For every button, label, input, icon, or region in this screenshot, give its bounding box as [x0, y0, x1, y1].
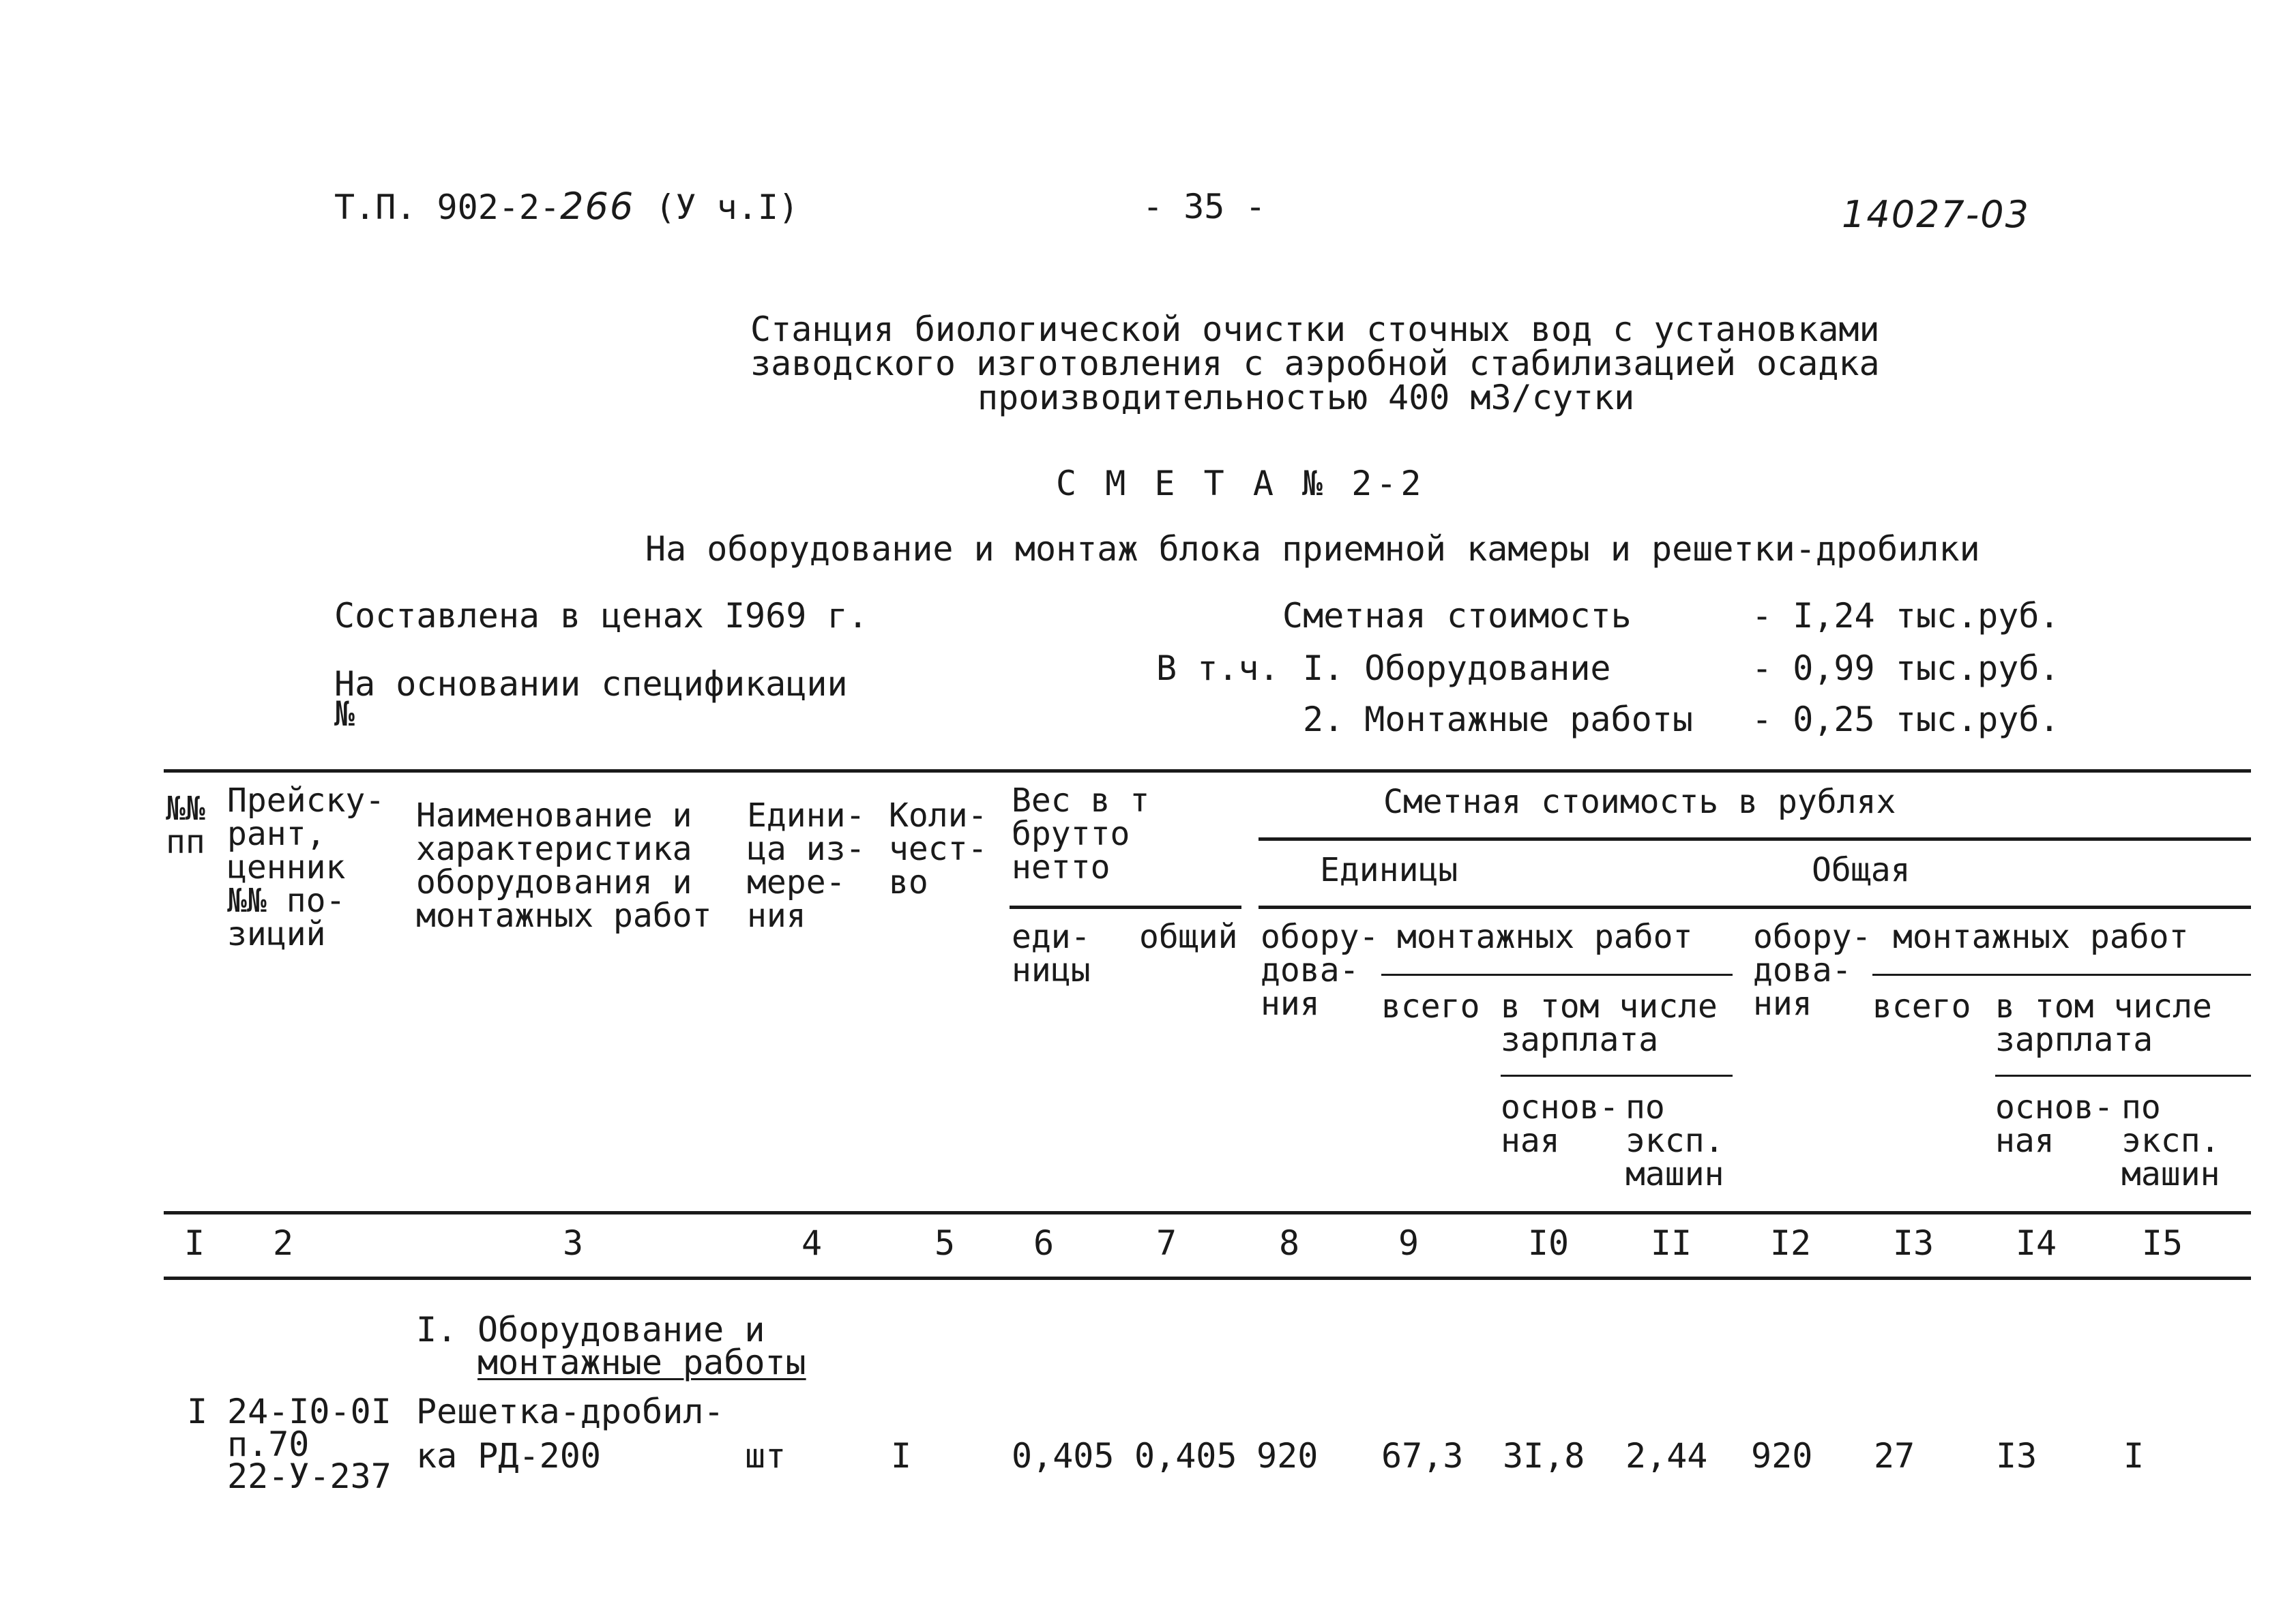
header-total-all: всего	[1872, 987, 1971, 1026]
row-weight-total: 0,405	[1134, 1436, 1237, 1476]
column-number: 2	[272, 1223, 294, 1263]
section-number: I.	[416, 1310, 458, 1350]
header-total-installation: монтажных работ	[1893, 918, 2189, 956]
cost-group-rule	[1259, 837, 2251, 841]
row-price-code-1: 24-I0-0I	[227, 1392, 392, 1431]
document-reference	[334, 185, 799, 228]
row-quantity: I	[891, 1436, 912, 1476]
section-title-line-1: Оборудование и	[477, 1310, 765, 1350]
row-total-basic: I3	[1996, 1436, 2037, 1476]
column-number: 4	[801, 1223, 823, 1263]
table-top-rule	[164, 769, 2251, 773]
column-number: 6	[1033, 1223, 1055, 1263]
header-weight: Вес в т брутто нетто	[1012, 781, 1150, 886]
column-number: I3	[1892, 1223, 1934, 1263]
row-unit-equipment: 920	[1256, 1436, 1319, 1476]
header-total-equipment: обору- дова- ния	[1753, 918, 1872, 1023]
column-number: II	[1650, 1223, 1692, 1263]
prices-year: Составлена в ценах I969 г.	[334, 596, 868, 636]
header-price-list: Прейску- рант, ценник №№ по- зиций	[227, 781, 385, 953]
row-weight-unit: 0,405	[1012, 1436, 1115, 1476]
title-line-1: Станция биологической очистки сточных вод с установками	[750, 310, 1880, 349]
cost-value: - I,24 тыс.руб.	[1752, 596, 2060, 636]
section-title-line-2: монтажные работы	[477, 1343, 806, 1382]
unit-install-rule	[1381, 974, 1733, 976]
installation-label: 2. Монтажные работы	[1303, 700, 1693, 739]
doc-ref-tail: (У ч.I)	[655, 188, 799, 227]
column-number: I5	[2141, 1223, 2183, 1263]
equipment-label: I. Оборудование	[1303, 649, 1611, 688]
column-number: 8	[1278, 1223, 1300, 1263]
row-name-2: ка РД-200	[416, 1436, 601, 1476]
header-total-machines: по эксп. машин	[2121, 1088, 2220, 1193]
doc-ref-text: Т.П. 902-2-	[334, 188, 561, 227]
header-row-number: №№ пп	[166, 790, 205, 861]
page-number: - 35 -	[1143, 187, 1266, 226]
weight-group-rule	[1010, 906, 1241, 909]
header-total: Общая	[1812, 851, 1911, 889]
doc-ref-handwritten: 266	[560, 185, 635, 228]
header-unit-machines: по эксп. машин	[1625, 1088, 1724, 1193]
header-unit: Едини- ца из- мере- ния	[747, 796, 866, 935]
row-unit: шт	[745, 1436, 786, 1476]
header-estimated-cost: Сметная стоимость в рублях	[1383, 783, 1896, 821]
column-number: I2	[1769, 1223, 1812, 1263]
archive-number: 14027-03	[1842, 193, 2030, 236]
row-price-code-2: п.70	[227, 1425, 310, 1464]
column-number: 7	[1156, 1223, 1177, 1263]
row-name-1: Решетка-дробил-	[416, 1392, 724, 1431]
unit-total-rule	[1259, 906, 2251, 909]
column-number: 9	[1398, 1223, 1419, 1263]
cost-label: Сметная стоимость	[1282, 596, 1632, 636]
column-number: 3	[562, 1223, 584, 1263]
header-unit-basic: основ- ная	[1501, 1088, 1619, 1160]
column-number: I	[183, 1223, 205, 1263]
title-line-3: производительностью 400 м3/сутки	[977, 378, 1635, 417]
column-numbers-rule	[164, 1277, 2251, 1280]
column-number: I4	[2015, 1223, 2057, 1263]
row-unit-total: 67,3	[1381, 1436, 1464, 1476]
estimate-subject: На оборудование и монтаж блока приемной камеры и решетки-дробилки	[645, 529, 1980, 569]
row-unit-machines: 2,44	[1625, 1436, 1708, 1476]
total-install-rule	[1872, 974, 2251, 976]
header-unit-incl-wage: в том числе зарплата	[1501, 987, 1718, 1059]
unit-wage-rule	[1501, 1075, 1733, 1077]
total-wage-rule	[1995, 1075, 2251, 1077]
header-total-incl-wage: в том числе зарплата	[1995, 987, 2212, 1059]
installation-value: - 0,25 тыс.руб.	[1752, 700, 2060, 739]
row-price-code-3: 22-У-237	[227, 1457, 392, 1496]
row-unit-basic: 3I,8	[1503, 1436, 1585, 1476]
row-total-installation: 27	[1874, 1436, 1915, 1476]
header-bottom-rule	[164, 1211, 2251, 1214]
header-unit-equipment: обору- дова- ния	[1261, 918, 1379, 1023]
header-quantity: Коли- чест- во	[889, 796, 988, 901]
title-line-2: заводского изготовления с аэробной стабилизацией осадка	[750, 344, 1880, 383]
equipment-value: - 0,99 тыс.руб.	[1752, 649, 2060, 688]
header-weight-total: общий	[1139, 918, 1238, 956]
header-unit-all: всего	[1381, 987, 1480, 1026]
header-total-basic: основ- ная	[1995, 1088, 2114, 1160]
basis-line-2: №	[334, 694, 355, 734]
row-number: I	[187, 1392, 208, 1431]
header-unit-installation: монтажных работ	[1397, 918, 1693, 956]
basis-line-1: На основании спецификации	[334, 664, 848, 704]
header-weight-unit: еди- ницы	[1012, 918, 1091, 989]
header-name: Наименование и характеристика оборудования и монтажных работ	[416, 796, 712, 935]
estimate-title: С М Е Т А № 2-2	[1056, 464, 1426, 503]
row-total-machines: I	[2123, 1436, 2145, 1476]
column-number: I0	[1527, 1223, 1570, 1263]
column-number: 5	[934, 1223, 956, 1263]
including-prefix: В т.ч.	[1156, 649, 1280, 688]
row-total-equipment: 920	[1751, 1436, 1813, 1476]
header-per-unit: Единицы	[1320, 851, 1458, 889]
